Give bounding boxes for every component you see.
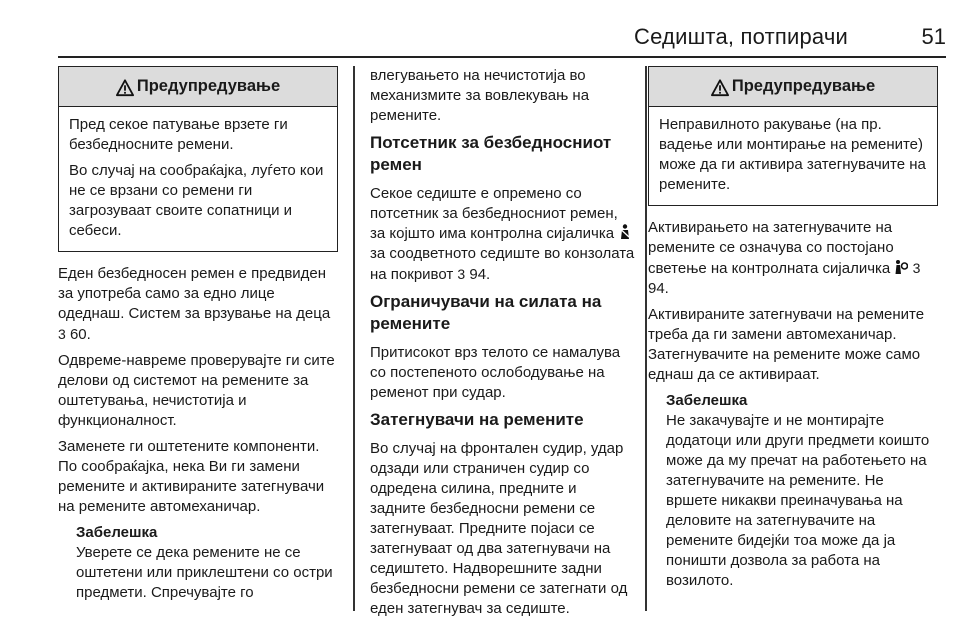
note-label: Забелешка <box>76 524 158 541</box>
warning-text: Неправилното ракување (на пр. вадење или монтирање на ремените) може да ги активира затегнувачите на ремените. <box>659 116 926 193</box>
note <box>58 523 338 603</box>
paragraph: Еден безбедносен ремен е предвиден за употреба само за едно лице одеднаш. Систем за врзување на деца 3 60. <box>58 265 331 343</box>
note-text: Уверете се дека ремените не се оштетени или приклештени со остри предмети. Спречувајте го <box>76 544 333 601</box>
note-text: Не закачувајте и не монтирајте додатоци или други предмети коишто може да му пречат на работењето на затегнувачите на ремените. Не вршете никакви преиначувања на деловите на затегнувачите на ремените бидејќи тоа може да ја поништи дозвола за работа на возилото. <box>666 412 930 589</box>
section-heading: Ограничувачи на силата на ремените <box>370 292 602 333</box>
warning-box <box>58 66 338 252</box>
paragraph: Заменете ги оштетените компоненти. По сообраќајка, нека Ви ги замени ремените и активираните затегнувачи на ремените автомеханичар. <box>58 438 325 515</box>
page-header <box>0 0 960 58</box>
warning-body <box>649 107 937 205</box>
paragraph: Секое седиште е опремено со потсетник за безбедносниот ремен, за којшто има контролна сијаличка за соодветното седиште во конзолата на покривот 3 94. <box>370 185 635 283</box>
warning-header <box>649 67 937 107</box>
page-number: 51 <box>921 24 946 49</box>
airbag-pretensioner-icon <box>894 259 908 275</box>
warning-box <box>648 66 938 206</box>
page-ref-icon[interactable]: 3 <box>58 326 66 342</box>
page-ref-icon[interactable]: 3 <box>912 260 921 276</box>
warning-text: Во случај на сообраќајка, луѓето кои не се врзани со ремени ги загрозуваат своите сопатници и себеси. <box>69 162 324 239</box>
paragraph: Активирањето на затегнувачите на ремените се означува со постојано светење на контролната сијаличка 3 94. <box>648 219 921 297</box>
paragraph: Притисокот врз телото се намалува со постепеното ослободување на ременот при судар. <box>370 344 621 401</box>
column-divider-1 <box>353 66 355 611</box>
warning-body <box>59 107 337 251</box>
warning-triangle-icon <box>116 79 134 97</box>
warning-title: Предупредување <box>136 77 281 95</box>
paragraph: Одвреме-навреме проверувајте ги сите делови од системот на ремените за оштетувања, нечистотија и функционалност. <box>58 352 335 429</box>
paragraph: Во случај на фронтален судир, удар одзади или страничен судир со одредена силина, предните и задните безбедносни ремени се затегнуваат. Предните појаси се затегнуваат од два затегнувачи на седиштето. Надворешните задни безбедносни ремени се затегнати од еден затегнувач за седиште. <box>370 440 628 617</box>
column-3 <box>648 66 938 597</box>
page-title: Седишта, потпирачи <box>634 24 848 49</box>
paragraph: влегувањето на нечистотија во механизмите за вовлекувањ на ремените. <box>370 67 590 124</box>
header-divider <box>58 56 946 58</box>
column-1 <box>58 66 338 609</box>
section-heading: Потсетник за безбедносниот ремен <box>370 133 612 174</box>
warning-triangle-icon <box>711 79 729 97</box>
column-divider-2 <box>645 66 647 611</box>
warning-title: Предупредување <box>731 77 876 95</box>
section-heading: Затегнувачи на ремените <box>370 410 584 429</box>
page-ref-icon[interactable]: 3 <box>457 266 466 282</box>
note-label: Забелешка <box>666 392 748 409</box>
column-2 <box>370 66 635 625</box>
seatbelt-reminder-icon <box>618 224 632 240</box>
note <box>648 391 938 591</box>
paragraph: Активираните затегнувачи на ремените треба да ги замени автомеханичар. Затегнувачите на ремените може само еднаш да се активираат. <box>648 306 925 383</box>
warning-text: Пред секое патување врзете ги безбедносните ремени. <box>69 116 288 153</box>
warning-header <box>59 67 337 107</box>
